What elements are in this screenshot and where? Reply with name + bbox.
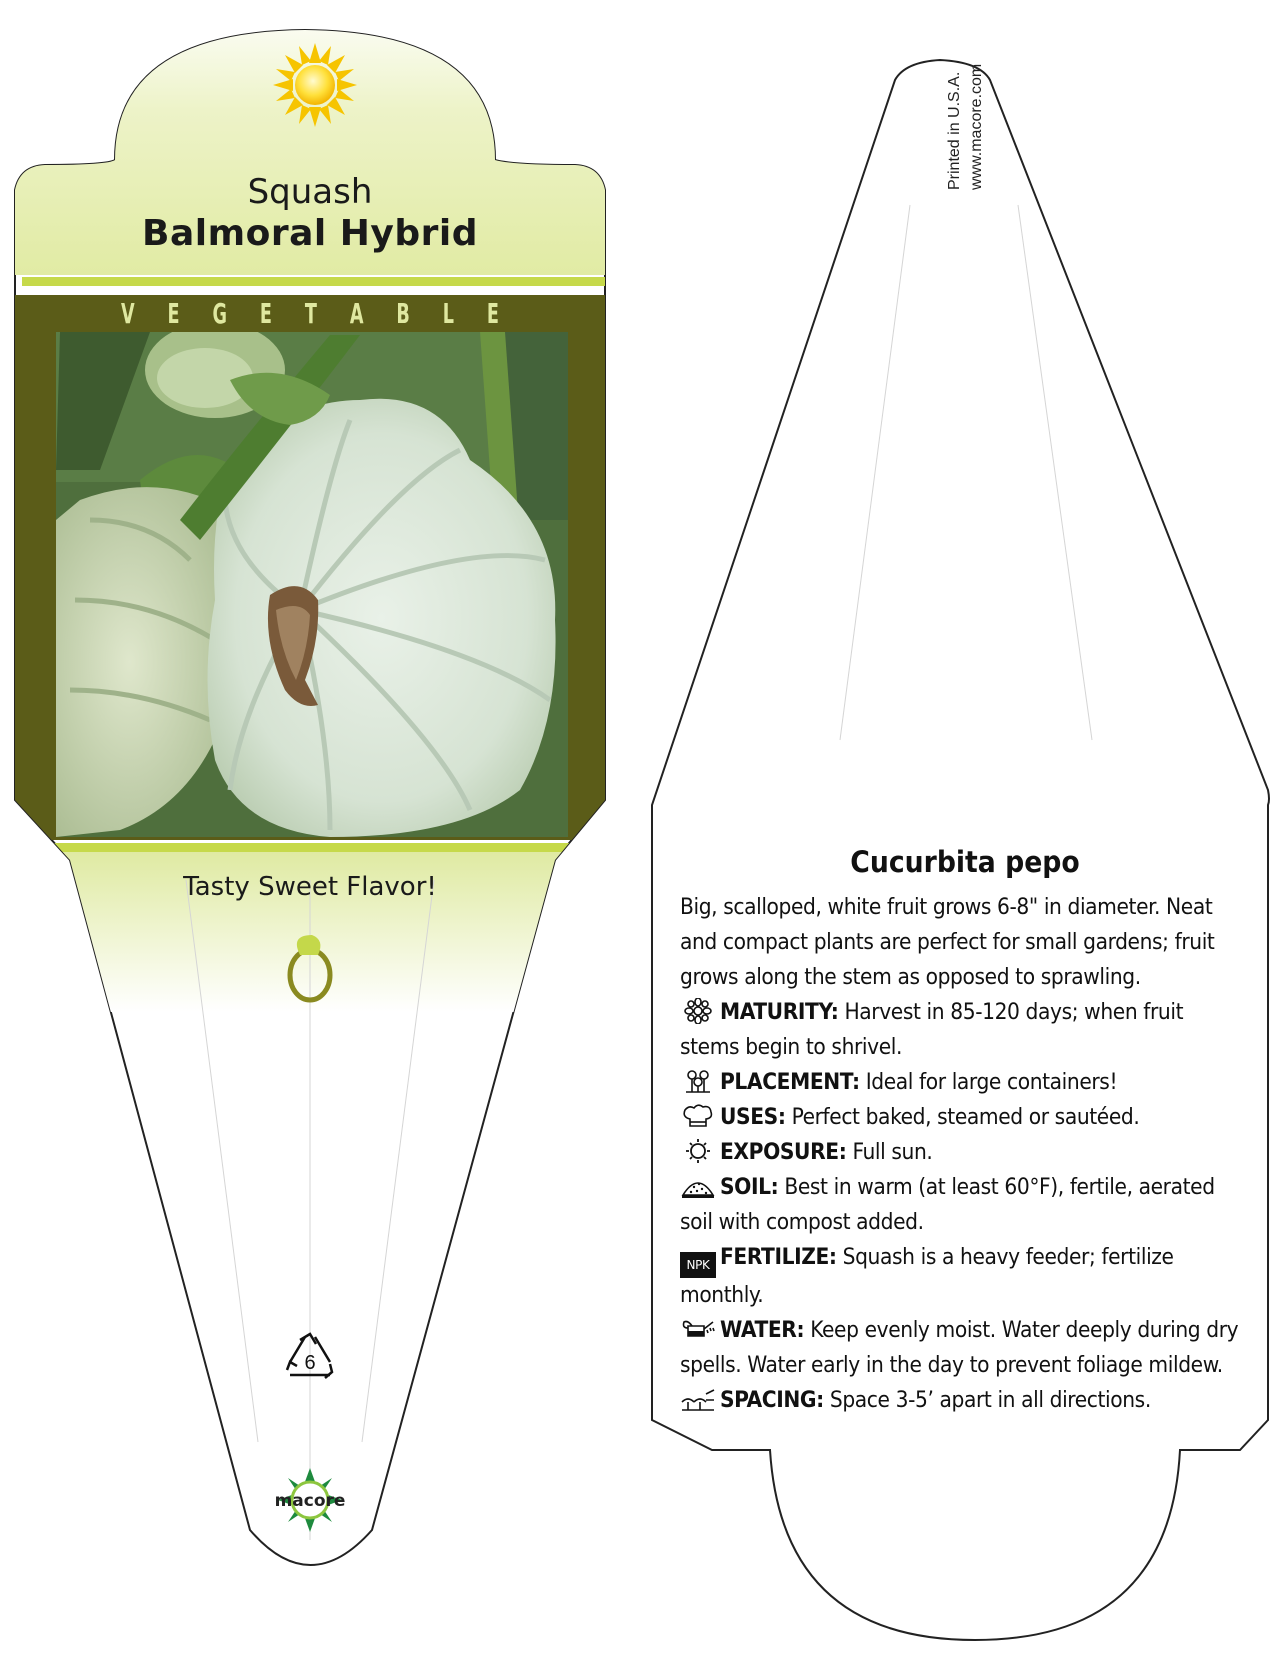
printed-in: Printed in U.S.A. — [946, 71, 963, 190]
care-text: Squash is a heavy feeder; fertilize monthly. — [680, 1244, 1174, 1308]
care-label: MATURITY: — [720, 999, 839, 1025]
website: www.macore.com — [968, 63, 985, 190]
care-text: Best in warm (at least 60°F), fertile, aerated soil with compost added. — [680, 1174, 1215, 1235]
tagline: Tasty Sweet Flavor! — [183, 872, 437, 902]
category-label — [121, 297, 499, 330]
category-letter: L — [442, 297, 454, 330]
care-text: Keep evenly moist. Water deeply during dry spells. Water early in the day to prevent foliage mildew. — [680, 1317, 1239, 1378]
npk-icon — [680, 1252, 716, 1278]
printer-info — [944, 64, 988, 190]
category-letter: V — [121, 297, 135, 330]
care-label: SOIL: — [720, 1174, 779, 1200]
common-name: Squash — [247, 172, 373, 212]
care-row-exposure — [680, 1135, 1242, 1170]
care-label: SPACING: — [720, 1387, 824, 1413]
variety-name: Balmoral Hybrid — [142, 213, 478, 254]
watering-can-icon — [680, 1316, 716, 1342]
category-letter: E — [259, 297, 272, 330]
care-label: USES: — [720, 1104, 786, 1130]
care-row-fertilize — [680, 1240, 1242, 1313]
care-instructions — [680, 890, 1242, 1418]
category-letter: E — [167, 297, 180, 330]
squash-photo — [56, 322, 568, 837]
care-text: Ideal for large containers! — [865, 1069, 1118, 1095]
care-text: Full sun. — [852, 1139, 933, 1165]
flower-icon — [680, 998, 716, 1024]
plants-icon — [680, 1068, 716, 1094]
care-row-spacing — [680, 1383, 1242, 1418]
chef-hat-icon — [680, 1103, 716, 1129]
care-text: Space 3-5’ apart in all directions. — [829, 1387, 1151, 1413]
spacing-icon — [680, 1386, 716, 1412]
sun-icon — [273, 43, 357, 127]
care-label: EXPOSURE: — [720, 1139, 847, 1165]
sun-outline-icon — [680, 1138, 716, 1164]
care-text: Perfect baked, steamed or sautéed. — [791, 1104, 1140, 1130]
care-row-placement — [680, 1065, 1242, 1100]
care-text: Harvest in 85-120 days; when fruit stems begin to shrivel. — [680, 999, 1184, 1060]
care-row-uses — [680, 1100, 1242, 1135]
category-letter: G — [212, 297, 227, 330]
soil-icon — [680, 1173, 716, 1199]
plant-description: Big, scalloped, white fruit grows 6-8" in diameter. Neat and compact plants are perfect for small gardens; fruit grows along the stem as opposed to sprawling. — [680, 894, 1215, 990]
care-row-soil — [680, 1170, 1242, 1240]
category-letter: E — [486, 297, 499, 330]
care-label: WATER: — [720, 1317, 805, 1343]
care-label: PLACEMENT: — [720, 1069, 860, 1095]
scientific-name: Cucurbita pepo — [850, 845, 1080, 879]
brand-name: macore — [274, 1491, 346, 1511]
recycle-number: 6 — [304, 1352, 316, 1374]
care-label: FERTILIZE: — [720, 1244, 837, 1270]
category-letter: B — [396, 297, 410, 330]
category-letter: T — [304, 297, 317, 330]
care-row-water — [680, 1313, 1242, 1383]
care-row-maturity — [680, 995, 1242, 1065]
npk-icon-label: NPK — [686, 1258, 710, 1272]
category-letter: A — [349, 297, 364, 330]
